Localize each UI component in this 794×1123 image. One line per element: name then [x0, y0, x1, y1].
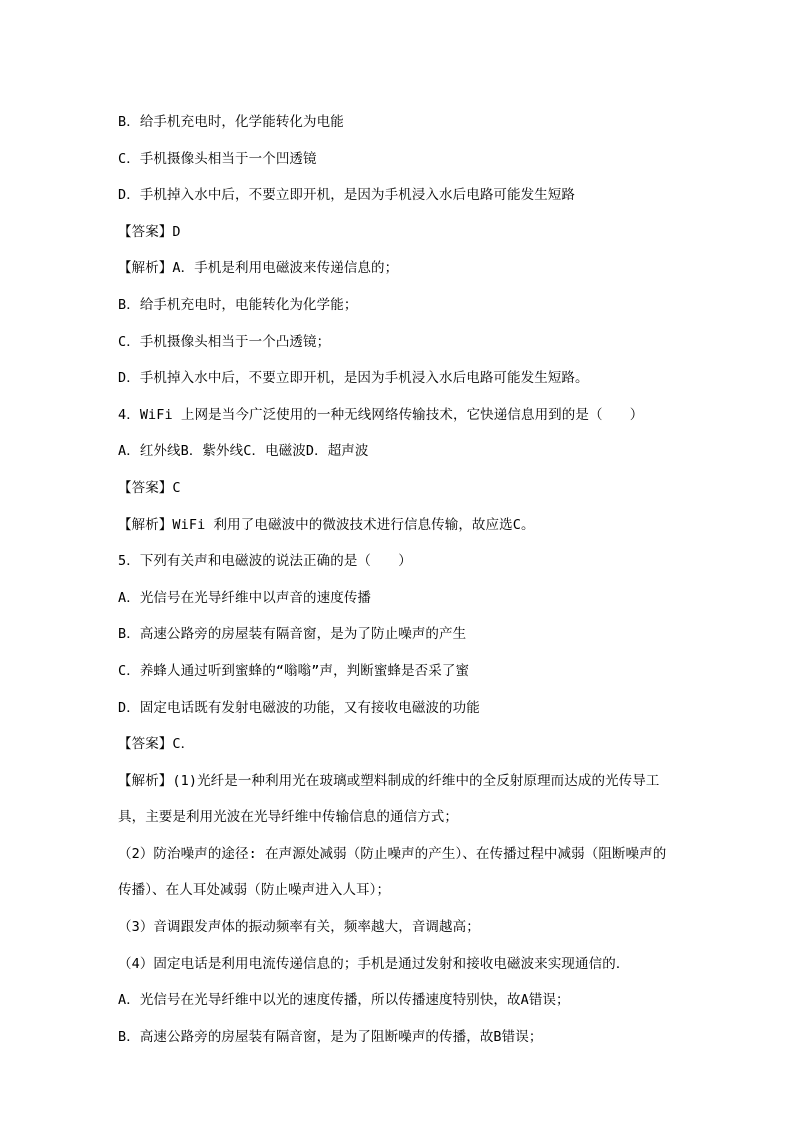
analysis-line: 【解析】A．手机是利用电磁波来传递信息的； [118, 260, 399, 277]
analysis-b-line: B．高速公路旁的房屋装有隔音窗，是为了阻断噪声的传播，故B错误； [118, 1028, 543, 1045]
analysis-point-2-line: （2）防治噪声的途径: 在声源处减弱（防止噪声的产生）、在传播过程中减弱（阻断噪声的 [118, 845, 667, 862]
answer-line: 【答案】C [118, 479, 181, 496]
analysis-point-4-line: （4）固定电话是利用电流传递信息的；手机是通过发射和接收电磁波来实现通信的． [118, 955, 630, 972]
option-a-line: A．光信号在光导纤维中以声音的速度传播 [118, 589, 372, 606]
document-body [118, 104, 683, 1055]
option-b-line: B．高速公路旁的房屋装有隔音窗，是为了防止噪声的产生 [118, 626, 467, 643]
option-c-line: C．养蜂人通过听到蜜蜂的“嗡嗡”声，判断蜜蜂是否采了蜜 [118, 662, 470, 679]
analysis-point-2-continuation-line: 传播）、在人耳处减弱（防止噪声进入人耳）； [118, 882, 391, 899]
answer-line: 【答案】D [118, 223, 181, 240]
option-b-line: B．给手机充电时，化学能转化为电能 [118, 114, 344, 130]
option-d-line: D．固定电话既有发射电磁波的功能，又有接收电磁波的功能 [118, 699, 480, 716]
analysis-d-line: D．手机掉入水中后，不要立即开机，是因为手机浸入水后电路可能发生短路。 [118, 370, 589, 387]
question-4-line: 4．WiFi 上网是当今广泛使用的一种无线网络传输技术，它快递信息用到的是（ ） [118, 406, 644, 423]
question-5-line: 5．下列有关声和电磁波的说法正确的是（ ） [118, 553, 412, 570]
option-d-line: D．手机掉入水中后，不要立即开机，是因为手机浸入水后电路可能发生短路 [118, 187, 576, 204]
question-4-options-line: A．红外线B．紫外线C．电磁波D．超声波 [118, 443, 369, 460]
option-c-line: C．手机摄像头相当于一个凹透镜 [118, 150, 317, 167]
analysis-point-3-line: （3）音调跟发声体的振动频率有关，频率越大，音调越高； [118, 919, 480, 936]
analysis-b-line: B．给手机充电时，电能转化为化学能； [118, 296, 358, 313]
analysis-a-line: A．光信号在光导纤维中以光的速度传播，所以传播速度特别快，故A错误； [118, 992, 570, 1009]
analysis-c-line: C．手机摄像头相当于一个凸透镜； [118, 333, 331, 350]
answer-line: 【答案】C． [118, 736, 195, 753]
analysis-line: 【解析】WiFi 利用了电磁波中的微波技术进行信息传输，故应选C。 [118, 516, 535, 533]
analysis-continuation-line: 具，主要是利用光波在光导纤维中传输信息的通信方式； [118, 809, 458, 826]
analysis-line: 【解析】(1)光纤是一种利用光在玻璃或塑料制成的纤维中的全反射原理而达成的光传导工 [118, 772, 660, 789]
